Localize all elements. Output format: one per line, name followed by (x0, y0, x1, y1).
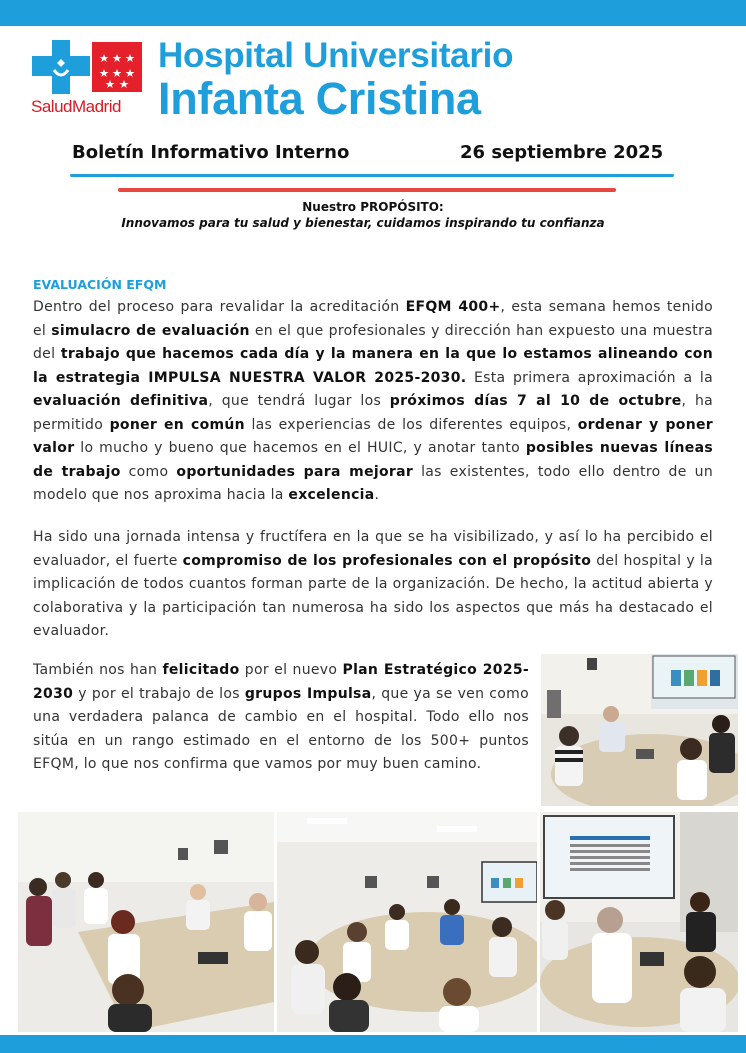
purpose-title: Nuestro PROPÓSITO: (302, 200, 444, 214)
madrid-flag-icon (92, 42, 142, 92)
text-run: Ha sido una jornada intensa y fructífera en la que se ha visibilizado, y así lo ha percibido el evaluador, el fuerte (33, 529, 713, 569)
hospital-name-line2: Infanta Cristina (158, 73, 481, 124)
meeting-photo-1 (541, 654, 738, 806)
text-run: y por el trabajo de los (73, 685, 245, 702)
purpose-subtitle: Innovamos para tu salud y bienestar, cuidamos inspirando tu confianza (121, 216, 605, 230)
text-run: como (120, 463, 177, 480)
text-run: en el que profesionales y dirección han expuesto una muestra del (33, 322, 713, 362)
meeting-photo-3 (277, 812, 537, 1032)
meeting-photo-4 (540, 812, 738, 1032)
bold-text-run: oportunidades para mejorar (176, 463, 414, 480)
text-run: lo mucho y bueno que hacemos en el HUIC, y anotar tanto (74, 440, 526, 456)
text-run: , que tendrá lugar los (208, 393, 390, 409)
bulletin-title: Boletín Informativo Interno (72, 142, 350, 163)
health-cross-icon (32, 40, 90, 94)
bold-text-run: EFQM 400+ (405, 299, 501, 315)
bold-text-run: excelencia (288, 487, 375, 503)
meeting-photo-2 (18, 812, 274, 1032)
bold-text-run: trabajo que hacemos cada día y la manera en la que lo estamos alineando con la estrategia IMPULSA NUESTRA VALOR 2025-2030. (33, 346, 713, 386)
bold-text-run: compromiso de los profesionales con el propósito (182, 552, 592, 569)
text-run: las experiencias de los diferentes equipos, (244, 416, 578, 433)
bold-text-run: ordenar y poner valor (33, 416, 713, 456)
bottom-banner-bar (0, 1035, 746, 1053)
bold-text-run: Plan Estratégico 2025-2030 (33, 662, 530, 702)
blue-divider (70, 174, 674, 177)
bold-text-run: próximos días 7 al 10 de octubre (389, 393, 682, 409)
hospital-name-line1: Hospital Universitario (158, 36, 514, 75)
bold-text-run: posibles nuevas líneas de trabajo (33, 440, 713, 480)
text-run: por el nuevo (239, 662, 343, 678)
text-run: , que ya se ven como una verdadera palanca de cambio en el hospital. Todo ello nos sitúa en un rango estimado en el entorno de los 500+ puntos EFQM, lo que nos confirma que vamos por muy buen camino. (33, 685, 529, 772)
top-banner-bar (0, 0, 746, 26)
red-divider (118, 188, 616, 192)
text-run: las existentes, todo ello dentro de un modelo que nos aproxima hacia la (33, 463, 714, 503)
text-run: . (374, 487, 380, 503)
bold-text-run: poner en común (109, 416, 245, 433)
text-run: , ha permitido (33, 393, 714, 433)
paragraph-1 (33, 296, 713, 508)
text-run: , esta semana hemos tenido el (33, 299, 713, 339)
paragraph-2 (33, 526, 713, 644)
text-run: También nos han (33, 662, 163, 678)
bold-text-run: simulacro de evaluación (51, 322, 250, 339)
bold-text-run: felicitado (162, 662, 240, 678)
paragraph-3 (33, 659, 529, 777)
bold-text-run: grupos Impulsa (244, 685, 372, 702)
text-run: del hospital y la implicación de todos cuantos forman parte de la organización. De hecho, la actitud abierta y colaborativa y la participación tan numerosa ha sido los aspectos que más ha destacado el evaluador. (33, 552, 713, 639)
bulletin-date: 26 septiembre 2025 (460, 142, 664, 163)
bold-text-run: evaluación definitiva (33, 393, 209, 409)
text-run: Esta primera aproximación a la (466, 369, 713, 386)
section-title: EVALUACIÓN EFQM (33, 277, 167, 292)
salud-madrid-brand: SaludMadrid (31, 97, 121, 116)
text-run: Dentro del proceso para revalidar la acreditación (33, 299, 406, 315)
